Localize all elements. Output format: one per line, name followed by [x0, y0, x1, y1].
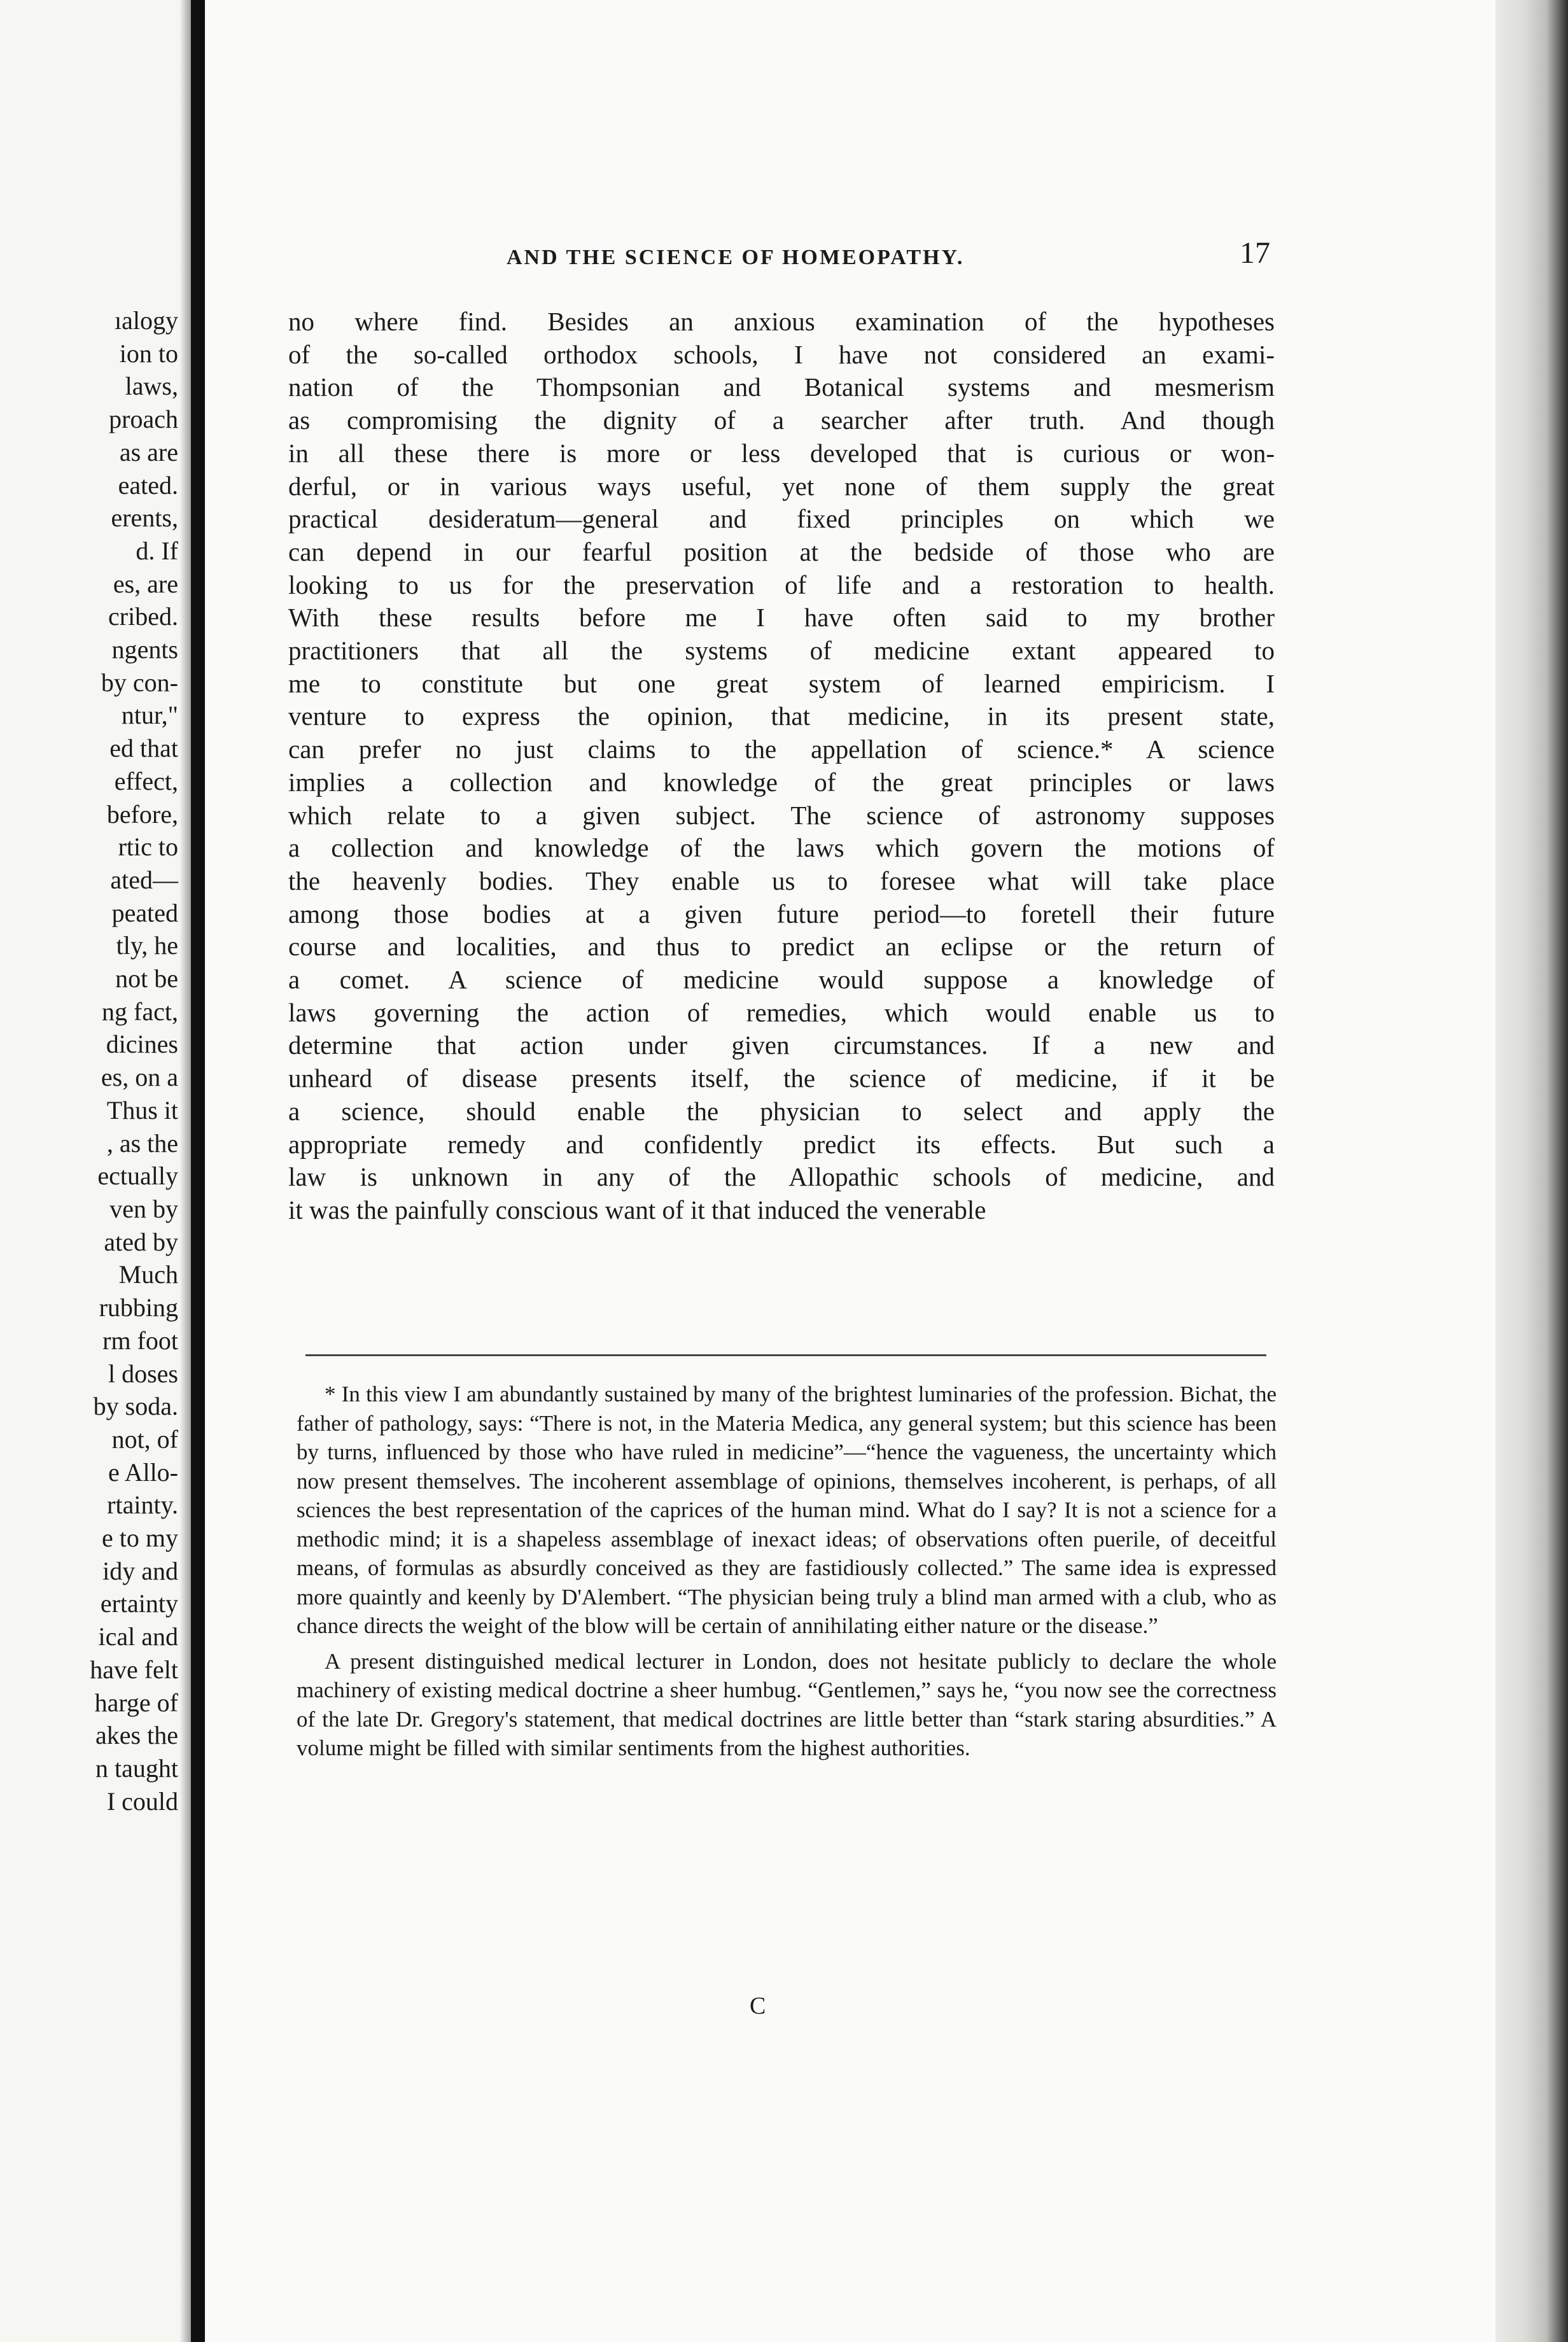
- footnote-paragraph: * In this view I am abundantly sustained by many of the brightest luminaries of the profession. Bichat, the father of pathology, says: “There is not, in the Materia Medica, any general system; but this science has been by turns, influenced by those who have ruled in medicine”—“hence the vagueness, the uncertainty which now present themselves. The incoherent assemblage of opinions, themselves incoherent, is perhaps, of all sciences the best representation of the caprices of the human mind. What do I say? It is not a science for a methodic mind; it is a shapeless assemblage of inexact ideas; of observations often puerile, of deceitful means, of formulas as absurdly conceived as they are fastidiously collected.” The same idea is expressed more quaintly and keenly by D'Alembert. “The physician being truly a blind man armed with a club, who as chance directs the weight of the blow will be certain of annihilating either nature or the disease.”: [297, 1382, 1277, 1638]
- page-header: [507, 235, 1270, 286]
- left-page-line: by con-: [101, 668, 178, 697]
- left-page-line: Much: [118, 1260, 178, 1289]
- page-number: 17: [1240, 236, 1270, 270]
- running-head: AND THE SCIENCE OF HOMEOPATHY.: [507, 246, 965, 269]
- left-page-line: by soda.: [93, 1392, 178, 1421]
- left-page-line: ated—: [110, 865, 178, 894]
- left-page-line: I could: [106, 1786, 178, 1816]
- left-page-line: before,: [106, 799, 178, 829]
- left-page-line: Thus it: [106, 1095, 178, 1125]
- left-page-line: e to my: [102, 1524, 178, 1553]
- left-page-line: ectually: [97, 1161, 178, 1191]
- body-line: unheard of disease presents itself, the science of medicine, if it be: [288, 1063, 1275, 1093]
- left-page-line: eated.: [118, 470, 178, 500]
- body-line: a science, should enable the physician to select and apply the: [288, 1096, 1275, 1126]
- left-page-line: have felt: [90, 1655, 178, 1684]
- book-binding: [191, 0, 205, 2342]
- body-line: no where find. Besides an anxious examination of the hypotheses: [288, 307, 1275, 336]
- left-page-line: ion to: [119, 339, 178, 368]
- left-page-line: ertainty: [100, 1589, 178, 1618]
- left-page-line: ven by: [109, 1194, 178, 1223]
- left-page-line: peated: [111, 898, 178, 927]
- body-line: venture to express the opinion, that medicine, in its present state,: [288, 701, 1275, 731]
- left-page-line: es, are: [113, 569, 178, 598]
- left-page-line: d. If: [136, 536, 178, 565]
- left-page-line: dicines: [106, 1030, 178, 1059]
- footnote-rule: [305, 1354, 1266, 1356]
- left-page-line: erents,: [111, 503, 178, 533]
- left-page-text: [0, 304, 178, 1818]
- left-page-line: ated by: [104, 1227, 178, 1256]
- body-line: the heavenly bodies. They enable us to foresee what will take place: [288, 866, 1275, 895]
- body-line: derful, or in various ways useful, yet none of them supply the great: [288, 471, 1275, 501]
- left-page-line: not be: [115, 964, 178, 993]
- left-page-line: proach: [109, 405, 178, 434]
- left-page-line: cribed.: [108, 602, 178, 631]
- left-page-line: ed that: [109, 734, 178, 763]
- gutter-shadow: [179, 0, 191, 2342]
- body-line: course and localities, and thus to predict an eclipse or the return of: [288, 932, 1275, 962]
- body-line: nation of the Thompsonian and Botanical systems and mesmerism: [288, 372, 1275, 402]
- page-edge: [1495, 0, 1568, 2342]
- left-page-line: as are: [119, 437, 178, 466]
- left-page-line: rubbing: [99, 1293, 178, 1322]
- body-line: implies a collection and knowledge of the great principles or laws: [288, 767, 1275, 797]
- signature-mark: C: [750, 1993, 766, 2019]
- left-page-line: akes the: [95, 1721, 178, 1750]
- body-line: of the so-called orthodox schools, I have not considered an exami-: [288, 339, 1275, 369]
- body-line: can depend in our fearful position at the bedside of those who are: [288, 536, 1275, 566]
- left-page-line: tly, he: [116, 931, 178, 960]
- left-page-fragment: [0, 0, 191, 2342]
- left-page-line: rm foot: [102, 1326, 178, 1355]
- left-page-line: harge of: [94, 1688, 178, 1717]
- left-page-line: es, on a: [101, 1063, 178, 1092]
- body-line: looking to us for the preservation of life and a restoration to health.: [288, 570, 1275, 600]
- left-page-line: ng fact,: [102, 997, 178, 1026]
- body-line: me to constitute but one great system of learned empiricism. I: [288, 668, 1275, 698]
- body-line: it was the painfully conscious want of it that induced the venerable: [288, 1195, 986, 1224]
- left-page-line: l doses: [108, 1359, 178, 1388]
- left-page-line: e Allo-: [108, 1457, 178, 1487]
- body-line: With these results before me I have often said to my brother: [288, 603, 1275, 633]
- body-line: as compromising the dignity of a searcher after truth. And though: [288, 405, 1275, 435]
- body-line: practical desideratum—general and fixed principles on which we: [288, 504, 1275, 534]
- left-page-line: ngents: [111, 635, 178, 664]
- body-line: can prefer no just claims to the appellation of science.* A science: [288, 734, 1275, 764]
- left-page-line: ıalogy: [115, 306, 178, 335]
- body-line: practitioners that all the systems of medicine extant appeared to: [288, 636, 1275, 666]
- body-line: law is unknown in any of the Allopathic schools of medicine, and: [288, 1162, 1275, 1192]
- left-page-line: effect,: [114, 766, 178, 796]
- left-page-line: laws,: [125, 372, 178, 401]
- footnotes: [297, 1380, 1277, 1769]
- body-line: among those bodies at a given future period—to foretell their future: [288, 899, 1275, 929]
- left-page-line: rtainty.: [107, 1490, 178, 1520]
- left-page-line: rtic to: [118, 832, 178, 862]
- left-page-line: idy and: [102, 1556, 178, 1585]
- left-page-line: not, of: [111, 1424, 178, 1454]
- body-line: which relate to a given subject. The science of astronomy supposes: [288, 800, 1275, 830]
- left-page-line: n taught: [95, 1753, 178, 1783]
- body-line: in all these there is more or less developed that is curious or won-: [288, 438, 1275, 468]
- left-page-line: ntur,": [121, 701, 178, 730]
- left-page-line: ical and: [98, 1622, 178, 1651]
- body-line: appropriate remedy and confidently predict its effects. But such a: [288, 1129, 1275, 1159]
- left-page-line: , as the: [106, 1128, 178, 1158]
- body-line: determine that action under given circumstances. If a new and: [288, 1030, 1275, 1060]
- body-line: a collection and knowledge of the laws which govern the motions of: [288, 833, 1275, 863]
- footnote-paragraph: A present distinguished medical lecturer in London, does not hesitate publicly to declare the whole machinery of existing medical doctrine a sheer humbug. “Gentlemen,” says he, “you now see the correctness of the late Dr. Gregory's statement, that medical doctrines are little better than “stark staring absurdities.” A volume might be filled with similar sentiments from the highest authorities.: [297, 1648, 1277, 1760]
- body-line: a comet. A science of medicine would suppose a knowledge of: [288, 965, 1275, 995]
- body-text: [288, 305, 1275, 1227]
- body-line: laws governing the action of remedies, which would enable us to: [288, 997, 1275, 1027]
